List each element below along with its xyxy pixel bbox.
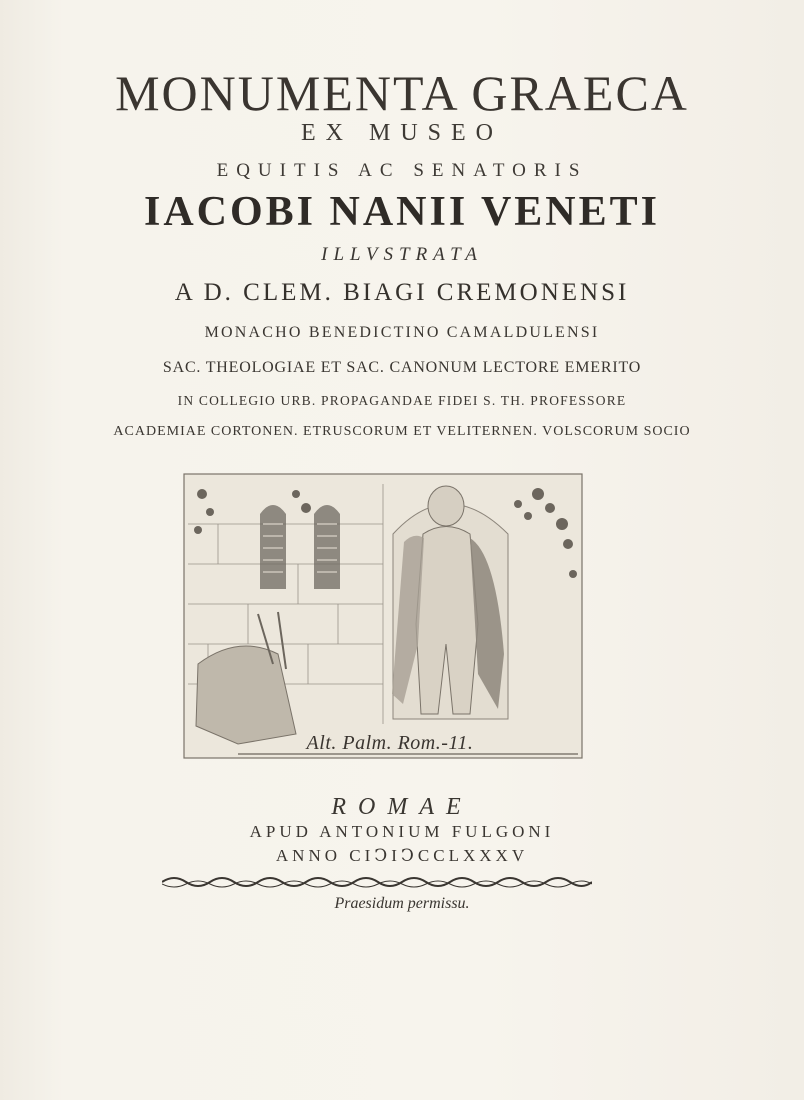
imprint-city: ROMAE	[331, 794, 473, 820]
owner-name: IACOBI NANII VENETI	[143, 189, 660, 235]
vignette-engraving	[178, 464, 588, 766]
imprint-permission: Praesidum permissu.	[334, 895, 470, 912]
lectore-line: SAC. THEOLOGIAE ET SAC. CANONUM LECTORE EMERITO	[162, 359, 642, 376]
typographic-ornament-rule	[162, 872, 592, 892]
ex-museo-line: EX MUSEO	[300, 120, 503, 146]
main-title: MONUMENTA GRAECA	[115, 65, 689, 121]
illustrata-line: ILLVSTRATA	[321, 244, 483, 265]
collegio-line: IN COLLEGIO URB. PROPAGANDAE FIDEI S. TH. PROFESSORE	[177, 393, 627, 408]
vignette-caption: Alt. Palm. Rom.-11.	[306, 732, 474, 754]
author-line: A D. CLEM. BIAGI CREMONENSI	[174, 279, 630, 306]
equitis-line: EQUITIS AC SENATORIS	[216, 160, 588, 181]
academiae-line: ACADEMIAE CORTONEN. ETRUSCORUM ET VELITERNEN. VOLSCORUM SOCIO	[113, 424, 691, 439]
engraved-vignette	[178, 464, 588, 766]
imprint-printer: APUD ANTONIUM FULGONI	[249, 822, 555, 841]
monacho-line: MONACHO BENEDICTINO CAMALDULENSI	[204, 324, 600, 341]
imprint-year: ANNO CIↃIↃCCLXXXV	[275, 846, 529, 865]
